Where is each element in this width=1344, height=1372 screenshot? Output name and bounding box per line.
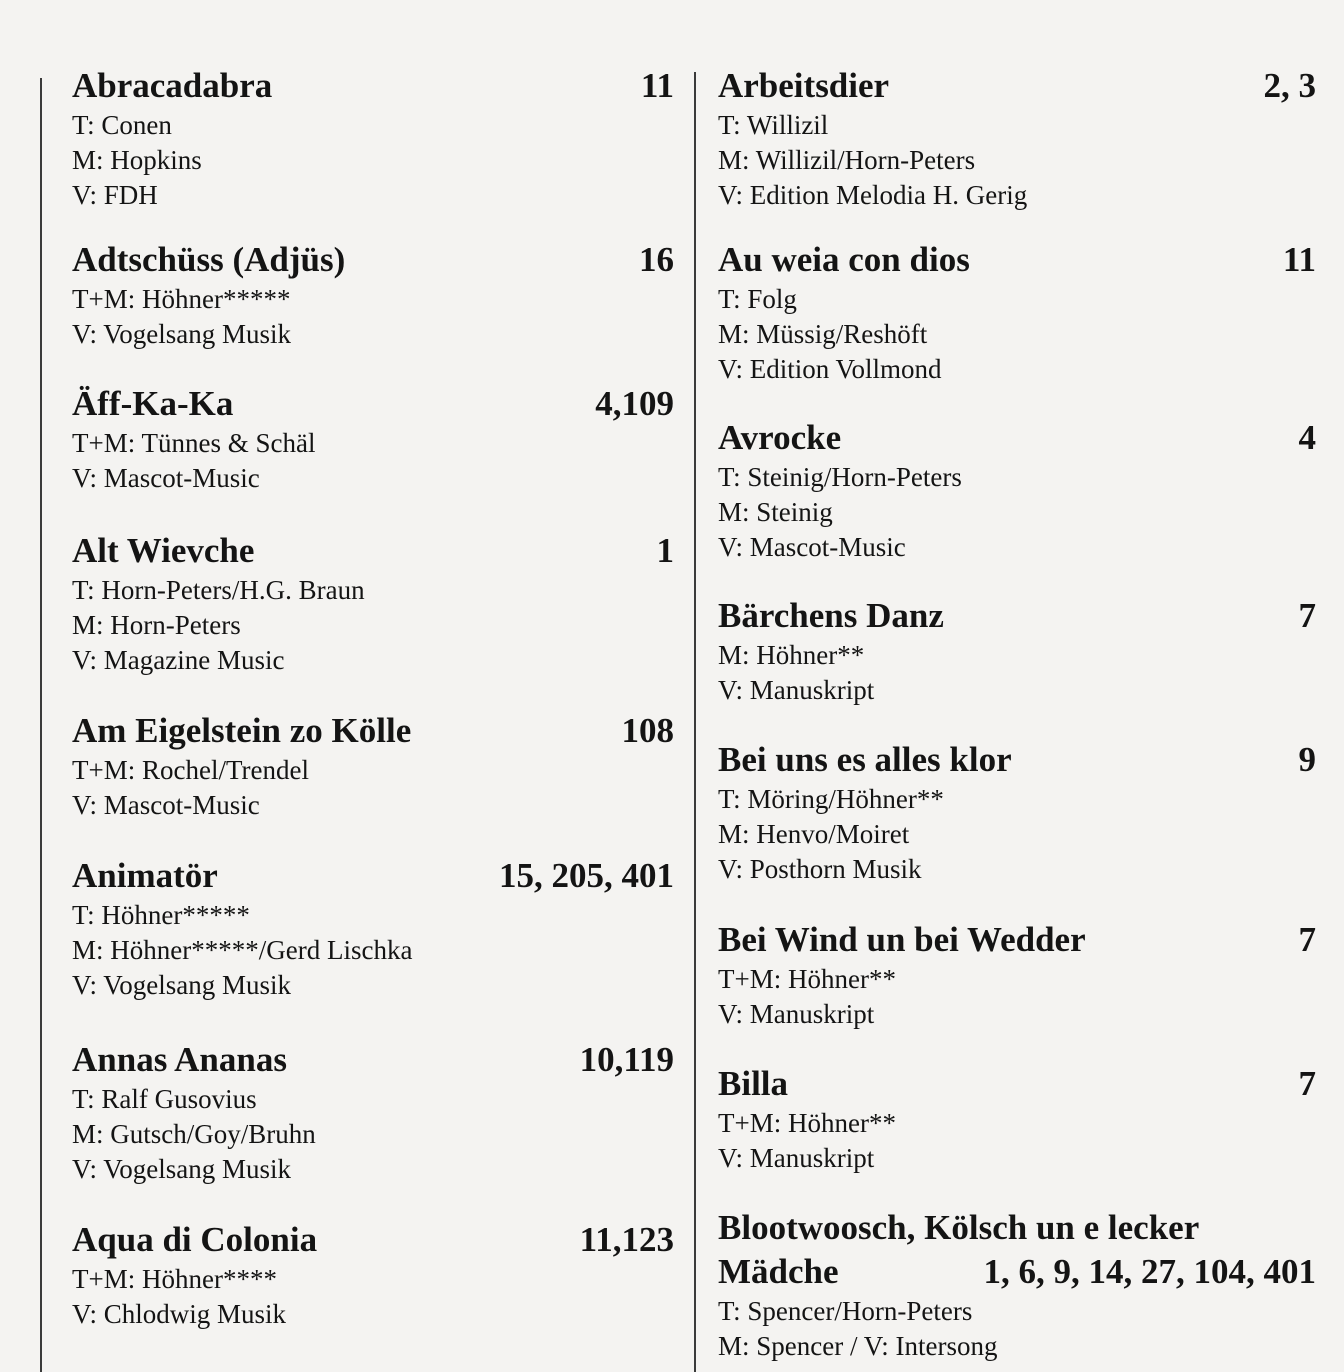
song-pages: 108: [621, 711, 674, 750]
credit-line: M: Müssig/Reshöft: [718, 319, 928, 349]
middle-column-rule: [694, 72, 696, 1372]
credit-line: M: Spencer / V: Intersong: [718, 1331, 998, 1361]
song-entry: [718, 594, 1316, 708]
credit-line: M: Gutsch/Goy/Bruhn: [72, 1119, 316, 1149]
song-pages: 7: [1298, 596, 1316, 635]
song-entry: [718, 738, 1316, 887]
song-pages: 9: [1298, 740, 1316, 779]
credit-line: T: Conen: [72, 110, 172, 140]
song-entry: [72, 64, 674, 213]
credit-line: V: Vogelsang Musik: [72, 1154, 292, 1184]
credit-line: T: Höhner*****: [72, 900, 250, 930]
song-title: Au weia con dios: [718, 240, 970, 279]
song-pages: 2, 3: [1263, 66, 1316, 105]
song-title: Alt Wievche: [72, 531, 255, 570]
song-pages: 4,109: [595, 384, 674, 423]
credit-line: M: Steinig: [718, 497, 833, 527]
credit-line: V: Posthorn Musik: [718, 854, 922, 884]
credit-line: T+M: Tünnes & Schäl: [72, 428, 316, 458]
credit-line: M: Horn-Peters: [72, 610, 241, 640]
credit-line: V: Vogelsang Musik: [72, 319, 292, 349]
credit-line: T+M: Höhner*****: [72, 284, 291, 314]
credit-line: T: Ralf Gusovius: [72, 1084, 257, 1114]
credit-line: V: Manuskript: [718, 675, 875, 705]
credit-line: V: Mascot-Music: [72, 790, 260, 820]
credit-line: V: Edition Melodia H. Gerig: [718, 180, 1028, 210]
song-title: Äff-Ka-Ka: [72, 384, 234, 423]
song-title: Animatör: [72, 856, 218, 895]
credit-line: T: Horn-Peters/H.G. Braun: [72, 575, 365, 605]
song-title: Billa: [718, 1064, 789, 1103]
credit-line: V: Manuskript: [718, 1143, 875, 1173]
song-title-line: Mädche: [718, 1252, 839, 1291]
song-pages: 11: [1282, 240, 1316, 279]
song-title: Bei Wind un bei Wedder: [718, 920, 1086, 959]
credit-line: T+M: Höhner****: [72, 1264, 277, 1294]
song-entry: [718, 1206, 1316, 1364]
credit-line: V: Mascot-Music: [72, 463, 260, 493]
credit-line: T: Möring/Höhner**: [718, 784, 944, 814]
credit-line: M: Höhner*****/Gerd Lischka: [72, 935, 413, 965]
credit-line: T+M: Höhner**: [718, 1108, 896, 1138]
song-title: Abracadabra: [72, 66, 273, 105]
credit-line: M: Hopkins: [72, 145, 202, 175]
song-entry: [718, 416, 1316, 565]
credit-line: V: Chlodwig Musik: [72, 1299, 287, 1329]
song-pages: 15, 205, 401: [499, 856, 674, 895]
song-entry: [72, 854, 674, 1003]
song-title: Annas Ananas: [72, 1040, 287, 1079]
song-pages: 7: [1298, 920, 1316, 959]
song-title: Bärchens Danz: [718, 596, 944, 635]
song-title: Aqua di Colonia: [72, 1220, 318, 1259]
song-title: Bei uns es alles klor: [718, 740, 1012, 779]
song-pages: 10,119: [579, 1040, 674, 1079]
credit-line: V: Magazine Music: [72, 645, 285, 675]
credit-line: T+M: Rochel/Trendel: [72, 755, 309, 785]
song-entry: [718, 918, 1316, 1032]
song-title: Adtschüss (Adjüs): [72, 240, 346, 279]
credit-line: M: Höhner**: [718, 640, 865, 670]
credit-line: T: Spencer/Horn-Peters: [718, 1296, 973, 1326]
credit-line: T+M: Höhner**: [718, 964, 896, 994]
song-entry: [72, 1038, 674, 1187]
song-entry: [718, 238, 1316, 387]
credit-line: V: Edition Vollmond: [718, 354, 942, 384]
credit-line: T: Willizil: [718, 110, 829, 140]
song-pages: 4: [1298, 418, 1316, 457]
credit-line: T: Folg: [718, 284, 797, 314]
song-pages: 11: [640, 66, 674, 105]
song-pages: 1, 6, 9, 14, 27, 104, 401: [983, 1252, 1316, 1291]
song-title: Am Eigelstein zo Kölle: [72, 711, 412, 750]
song-entry: [72, 1218, 674, 1332]
credit-line: T: Steinig/Horn-Peters: [718, 462, 962, 492]
credit-line: M: Henvo/Moiret: [718, 819, 910, 849]
credit-line: V: Manuskript: [718, 999, 875, 1029]
song-title: Arbeitsdier: [718, 66, 890, 105]
song-title-line: Blootwoosch, Kölsch un e lecker: [718, 1208, 1200, 1247]
song-entry: [72, 529, 674, 678]
left-column-rule: [40, 78, 42, 1372]
credit-line: V: Mascot-Music: [718, 532, 906, 562]
credit-line: V: Vogelsang Musik: [72, 970, 292, 1000]
song-entry: [72, 238, 674, 352]
song-entry: [718, 1062, 1316, 1176]
song-pages: 7: [1298, 1064, 1316, 1103]
credit-line: M: Willizil/Horn-Peters: [718, 145, 976, 175]
song-entry: [72, 709, 674, 823]
song-pages: 16: [639, 240, 674, 279]
song-title: Avrocke: [718, 418, 842, 457]
song-pages: 11,123: [579, 1220, 674, 1259]
song-pages: 1: [656, 531, 674, 570]
song-entry: [72, 382, 674, 496]
credit-line: V: FDH: [72, 180, 158, 210]
song-entry: [718, 64, 1316, 213]
